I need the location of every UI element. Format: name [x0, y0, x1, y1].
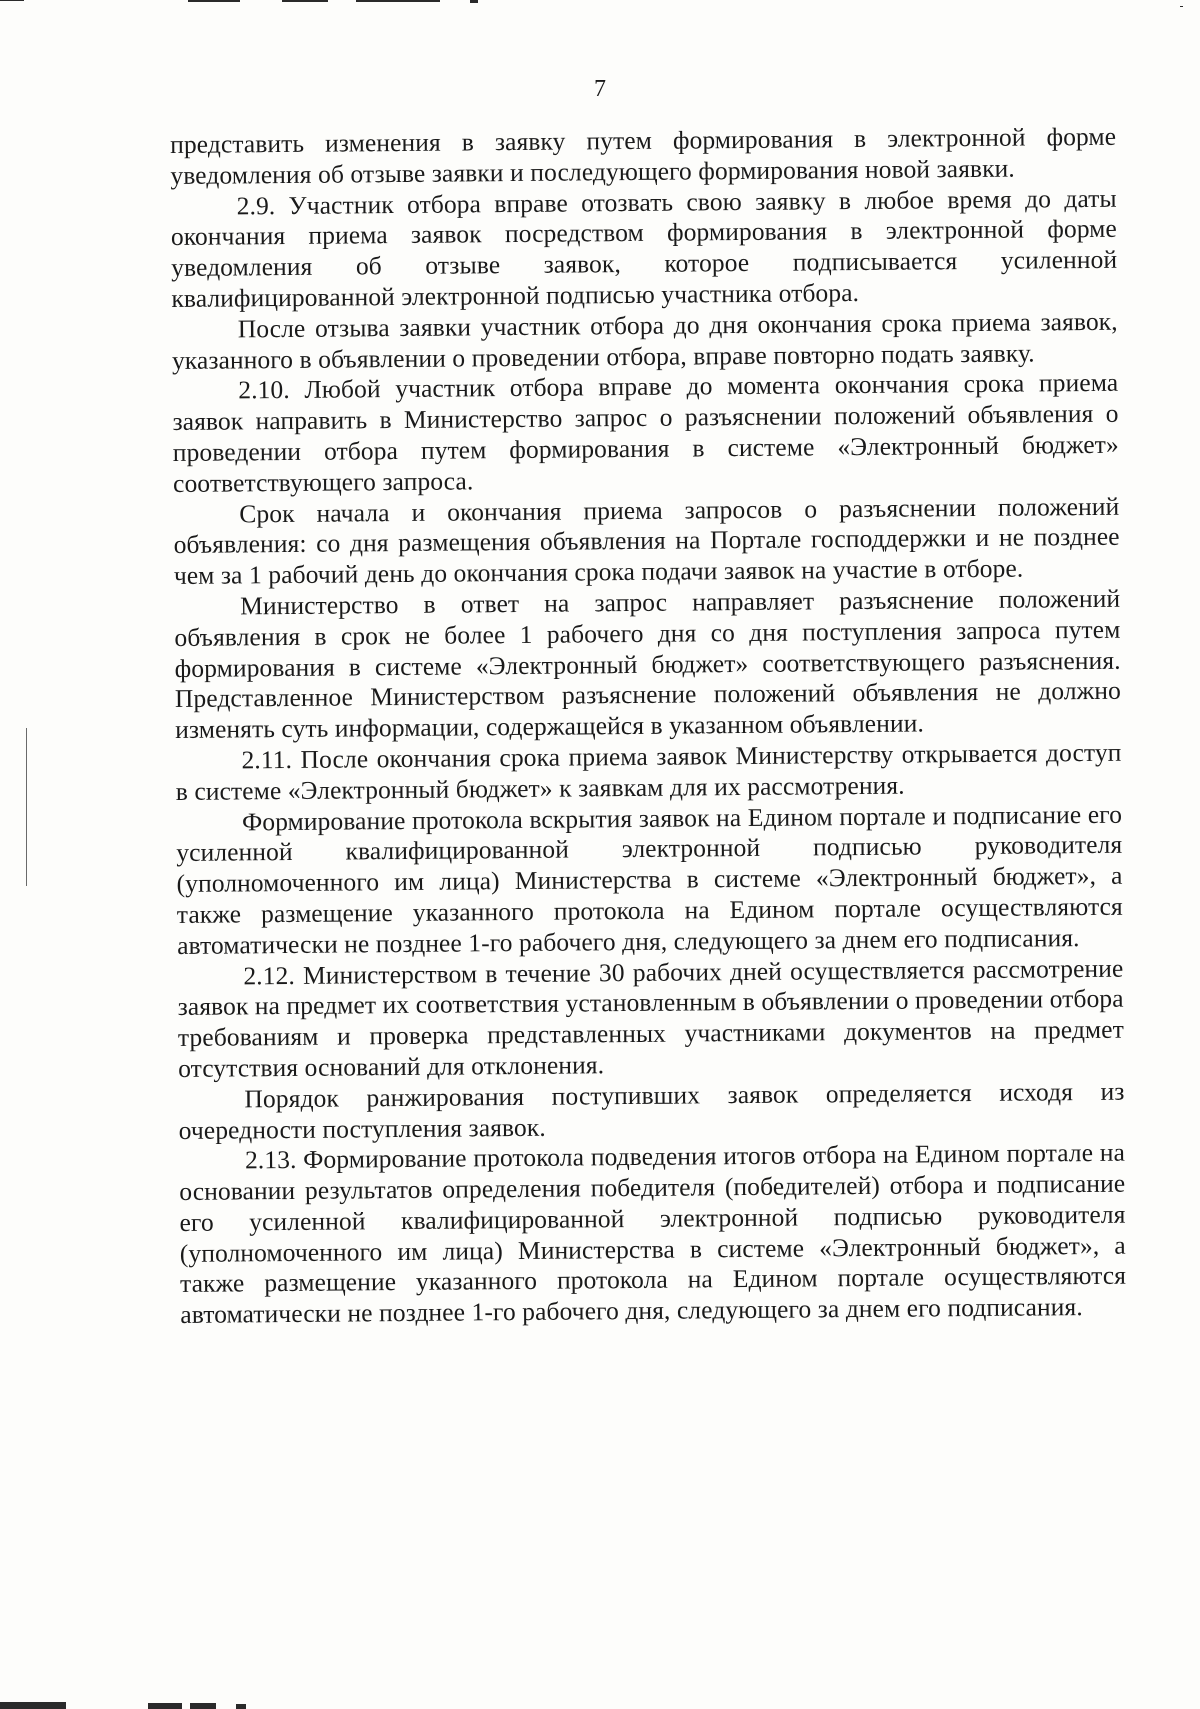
page-number: 7	[594, 76, 606, 102]
paragraph: Министерство в ответ на запрос направляет разъяснение положений объявления в срок не более 1 рабочего дня со дня поступления запроса путем формирования в системе «Электронный бюджет» соответствующего разъяснения. Представленное Министерством разъяснение положений объявления не должно изменять суть информации, содержащейся в указанном объявлении.	[174, 583, 1122, 745]
paragraph: 2.13. Формирование протокола подведения итогов отбора на Едином портале на основании результатов определения победителя (победителей) отбора и подписание его усиленной квалифицированной электронной подписью руководителя (уполномоченного им лица) Министерства в системе «Электронный бюджет», а также размещение указанного протокола на Едином портале осуществляются автоматически не позднее 1-го рабочего дня, следующего за днем его подписания.	[179, 1138, 1127, 1330]
scan-artifact	[0, 0, 24, 1]
scan-artifact	[282, 0, 328, 2]
paragraph: 2.12. Министерством в течение 30 рабочих дней осуществляется рассмотрение заявок на предмет их соответствия установленным в объявлении о проведении отбора требованиям и проверка представленных участниками документов на предмет отсутствия оснований для отклонения.	[177, 953, 1125, 1083]
scan-artifact	[188, 0, 240, 2]
paragraph: 2.11. После окончания срока приема заявок Министерству открывается доступ в системе «Электронный бюджет» к заявкам для их рассмотрения.	[175, 737, 1122, 806]
paragraph: После отзыва заявки участник отбора до дня окончания срока приема заявок, указанного в объявлении о проведении отбора, вправе повторно подать заявку.	[171, 306, 1118, 375]
scan-artifact	[26, 728, 27, 886]
paragraph: Порядок ранжирования поступивших заявок определяется исходя из очередности поступления заявок.	[178, 1076, 1125, 1145]
scan-artifact	[190, 1703, 216, 1709]
paragraph: Формирование протокола вскрытия заявок на Едином портале и подписание его усиленной квалифицированной электронной подписью руководителя (уполномоченного им лица) Министерства в системе «Электронный бюджет», а также размещение указанного протокола на Едином портале осуществляются автоматически не позднее 1-го рабочего дня, следующего за днем его подписания.	[176, 799, 1123, 960]
scan-artifact	[470, 0, 478, 3]
scan-artifact	[0, 1702, 66, 1709]
scan-artifact	[148, 1703, 182, 1709]
paragraph: Срок начала и окончания приема запросов о разъяснении положений объявления: со дня размещения объявления на Портале господдержки и не позднее чем за 1 рабочий день до окончания срока подачи заявок на участие в отборе.	[173, 491, 1120, 591]
paragraph: 2.10. Любой участник отбора вправе до момента окончания срока приема заявок направить в Министерство запрос о разъяснении положений объявления о проведении отбора путем формирования в системе «Электронный бюджет» соответствующего запроса.	[172, 368, 1119, 498]
document-body	[170, 122, 1126, 1331]
paragraph: 2.9. Участник отбора вправе отозвать свою заявку в любое время до даты окончания приема заявок посредством формирования в электронной форме уведомления об отзыве заявок, которое подписывается усиленной квалифицированной электронной подписью участника отбора.	[170, 183, 1118, 313]
scan-artifact	[356, 0, 440, 2]
paragraph: представить изменения в заявку путем формирования в электронной форме уведомления об отзыве заявки и последующего формирования новой заявки.	[170, 121, 1117, 190]
scan-artifact	[236, 1704, 246, 1709]
scan-artifact	[1180, 6, 1183, 7]
